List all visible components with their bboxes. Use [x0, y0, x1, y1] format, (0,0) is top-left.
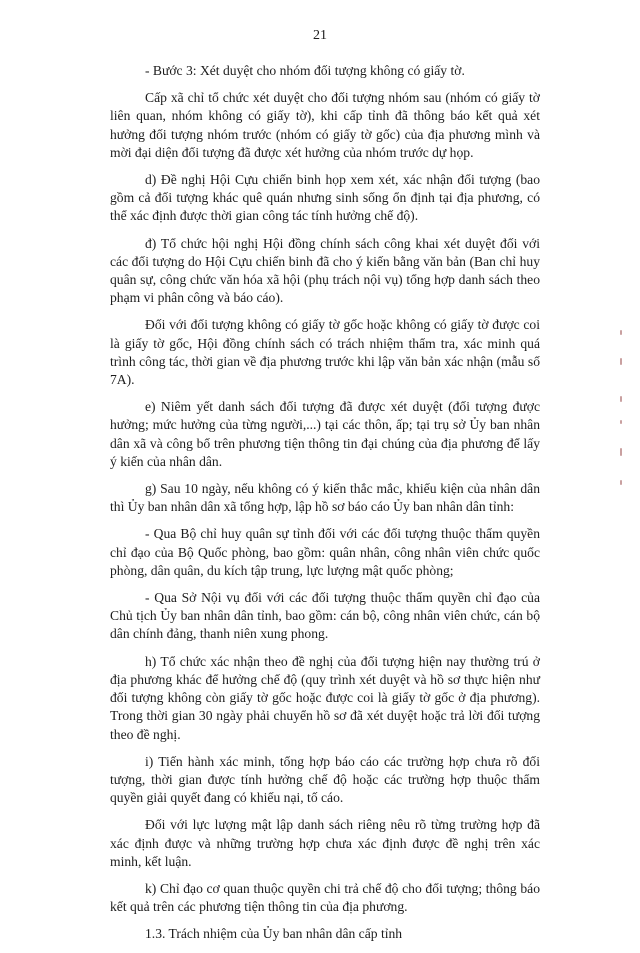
paragraph-ministry-of-defense: - Qua Bộ chỉ huy quân sự tỉnh đối với các đối tượng thuộc thẩm quyền chỉ đạo của Bộ Quốc phòng, bao gồm: quân nhân, công nhân viên chức quốc phòng, dân quân, du kích tập trung, lực lượng mật quốc phòng;	[110, 526, 540, 578]
section-heading-1-3: 1.3. Trách nhiệm của Ủy ban nhân dân cấp tỉnh	[145, 926, 403, 942]
paragraph-item-k: k) Chỉ đạo cơ quan thuộc quyền chi trả chế độ cho đối tượng; thông báo kết quả trên các phương tiện thông tin của địa phương.	[110, 880, 540, 915]
paragraph-item-i: i) Tiến hành xác minh, tổng hợp báo cáo các trường hợp chưa rõ đối tượng, thời gian được tính hưởng chế độ hoặc các trường hợp thuộc thẩm quyền giải quyết đang có khiếu nại, tố cáo.	[110, 753, 540, 806]
paragraph-item-e: e) Niêm yết danh sách đối tượng đã được xét duyệt (đối tượng được hưởng; mức hưởng của từng người,...) tại các thôn, ấp; tại trụ sở Ủy ban nhân dân xã và công bố trên phương tiện thông tin đại chúng của địa phương để lấy ý kiến của nhân dân.	[110, 399, 540, 469]
paragraph-no-original-docs: Đối với đối tượng không có giấy tờ gốc hoặc không có giấy tờ được coi là giấy tờ gốc, Hội đồng chính sách có trách nhiệm thẩm tra, xác minh quá trình công tác, thời gian về địa phương trước khi lập văn bản xác nhận (mẫu số 7A).	[110, 317, 540, 388]
paragraph-item-dd: đ) Tổ chức hội nghị Hội đồng chính sách công khai xét duyệt đối với các đối tượng do Hội Cựu chiến binh đã cho ý kiến bằng văn bản (Ban chỉ huy quân sự, công chức văn hóa xã hội (phụ trách nội vụ) tổng hợp danh sách theo phạm vi phân công và báo cáo).	[110, 235, 540, 306]
paragraph-item-g: g) Sau 10 ngày, nếu không có ý kiến thắc mắc, khiếu kiện của nhân dân thì Ủy ban nhân dân xã tổng hợp, lập hồ sơ báo cáo Ủy ban nhân dân tỉnh:	[110, 481, 540, 515]
paragraph-commune-review: Cấp xã chỉ tổ chức xét duyệt cho đối tượng nhóm sau (nhóm có giấy tờ liên quan, nhóm không có giấy tờ), khi cấp tỉnh đã thông báo kết quả xét hưởng đối tượng nhóm trước (nhóm có giấy tờ gốc) của địa phương mình và mời đại diện đối tượng đã được xét hưởng của nhóm trước dự họp.	[110, 90, 540, 160]
paragraph-item-d: d) Đề nghị Hội Cựu chiến binh họp xem xét, xác nhận đối tượng (bao gồm cả đối tượng khác quê quán nhưng sinh sống ổn định tại địa phương, có thể xác định được thời gian công tác tính hưởng chế độ).	[110, 172, 540, 224]
paragraph-step-3: - Bước 3: Xét duyệt cho nhóm đối tượng không có giấy tờ.	[145, 63, 465, 78]
scan-edge-marks	[618, 330, 624, 490]
paragraph-department-home-affairs: - Qua Sở Nội vụ đối với các đối tượng thuộc thẩm quyền chỉ đạo của Chủ tịch Ủy ban nhân dân tỉnh, bao gồm: cán bộ, công nhân viên chức, cán bộ dân chính đảng, thanh niên xung phong.	[110, 590, 540, 642]
paragraph-item-h: h) Tổ chức xác nhận theo đề nghị của đối tượng hiện nay thường trú ở địa phương khác để hưởng chế độ (quy trình xét duyệt và hồ sơ thực hiện như đối tượng không còn giấy tờ gốc hoặc được coi là giấy tờ gốc ở địa phương). Trong thời gian 30 ngày phải chuyển hồ sơ đã xét duyệt hoặc trả lời đối tượng theo đề nghị.	[110, 653, 540, 742]
document-body	[110, 62, 540, 953]
paragraph-secret-forces: Đối với lực lượng mật lập danh sách riêng nêu rõ từng trường hợp đã xác định được và những trường hợp chưa xác định được đề nghị trên xác minh, kết luận.	[110, 817, 540, 869]
page-number: 21	[313, 28, 327, 43]
